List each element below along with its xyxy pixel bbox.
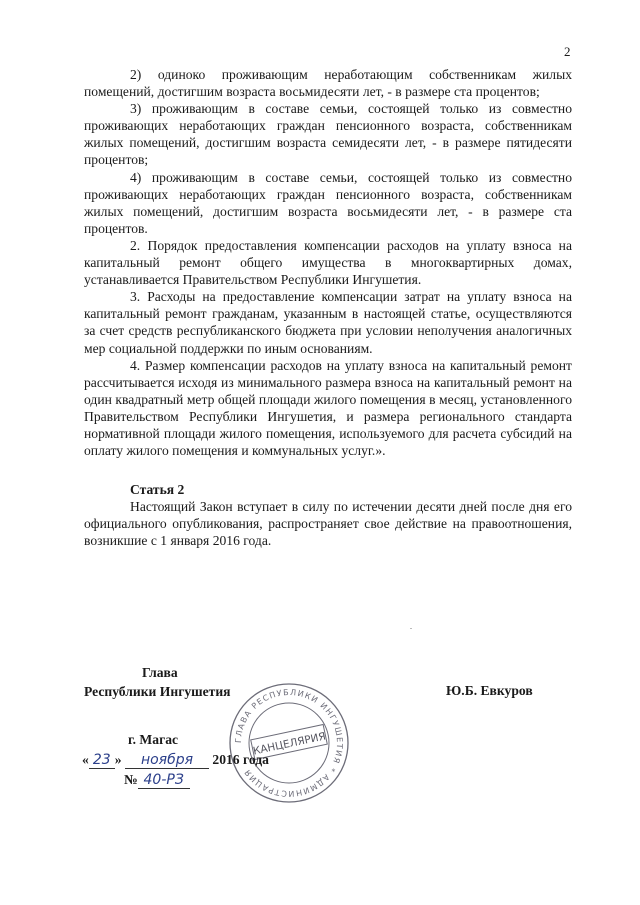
- list-item-3: 3) проживающим в составе семьи, состоящей только из совместно проживающих неработающих граждан пенсионного возраста, собственникам жилых помещений, достигшим возраста семидесяти лет, - в размере пятидесяти процентов;: [84, 101, 572, 168]
- signing-date: [82, 752, 269, 769]
- signatory-title-line1: Глава: [142, 665, 178, 680]
- date-day: 23: [89, 752, 115, 769]
- law-number: [124, 772, 190, 789]
- signatory-title-line2: Республики Ингушетия: [84, 684, 231, 699]
- quote-close: »: [114, 752, 122, 767]
- place-of-signing: г. Магас: [128, 732, 179, 747]
- quote-open: «: [82, 752, 89, 767]
- list-item-2: 2) одиноко проживающим неработающим собственникам жилых помещений, достигшим возраста восьмидесяти лет, - в размере ста процентов;: [84, 67, 572, 100]
- clause-4: 4. Размер компенсации расходов на уплату взноса на капитальный ремонт рассчитывается исходя из минимального размера взноса на капитальный ремонт на один квадратный метр общей площади жилого помещения в месяц, установленного Правительством Республики Ингушетия, и размера регионального стандарта нормативной площади жилого помещения, используемого для расчета субсидий на оплату жилого помещения и коммунальных услуг.».: [84, 357, 572, 459]
- scan-speck: [410, 628, 412, 629]
- seal-stamp-icon: [226, 680, 352, 806]
- page-number: 2: [564, 44, 571, 59]
- date-year: 2016 года: [212, 752, 269, 767]
- law-number-value: 40-РЗ: [138, 772, 190, 789]
- clause-2: 2. Порядок предоставления компенсации расходов на уплату взноса на капитальный ремонт общего имущества в многоквартирных домах, устанавливается Правительством Республики Ингушетия.: [84, 237, 572, 288]
- date-month: ноября: [125, 752, 209, 769]
- article-title: Статья 2: [130, 482, 185, 498]
- article-text: Настоящий Закон вступает в силу по истечении десяти дней после дня его официального опубликования, распространяет свое действие на правоотношения, возникшие с 1 января 2016 года.: [84, 499, 572, 549]
- list-item-4: 4) проживающим в составе семьи, состоящей только из совместно проживающих неработающих граждан пенсионного возраста, собственникам жилых помещений, достигшим возраста восьмидесяти лет, - в размере ста процентов.: [84, 169, 572, 236]
- stamp-center-text: КАНЦЕЛЯРИЯ: [251, 730, 327, 758]
- stamp-ring-text: ГЛАВА РЕСПУБЛИКИ ИНГУШЕТИЯ * АДМИНИСТРАЦИЯ: [233, 687, 345, 799]
- document-body: [84, 66, 572, 550]
- signatory-name: Ю.Б. Евкуров: [446, 683, 533, 698]
- number-prefix: №: [124, 772, 138, 787]
- clause-3: 3. Расходы на предоставление компенсации затрат на уплату взноса на капитальный ремонт гражданам, указанным в настоящей статье, осуществляются за счет средств республиканского бюджета при условии неполучения аналогичных мер социальной поддержки по иным основаниям.: [84, 289, 572, 356]
